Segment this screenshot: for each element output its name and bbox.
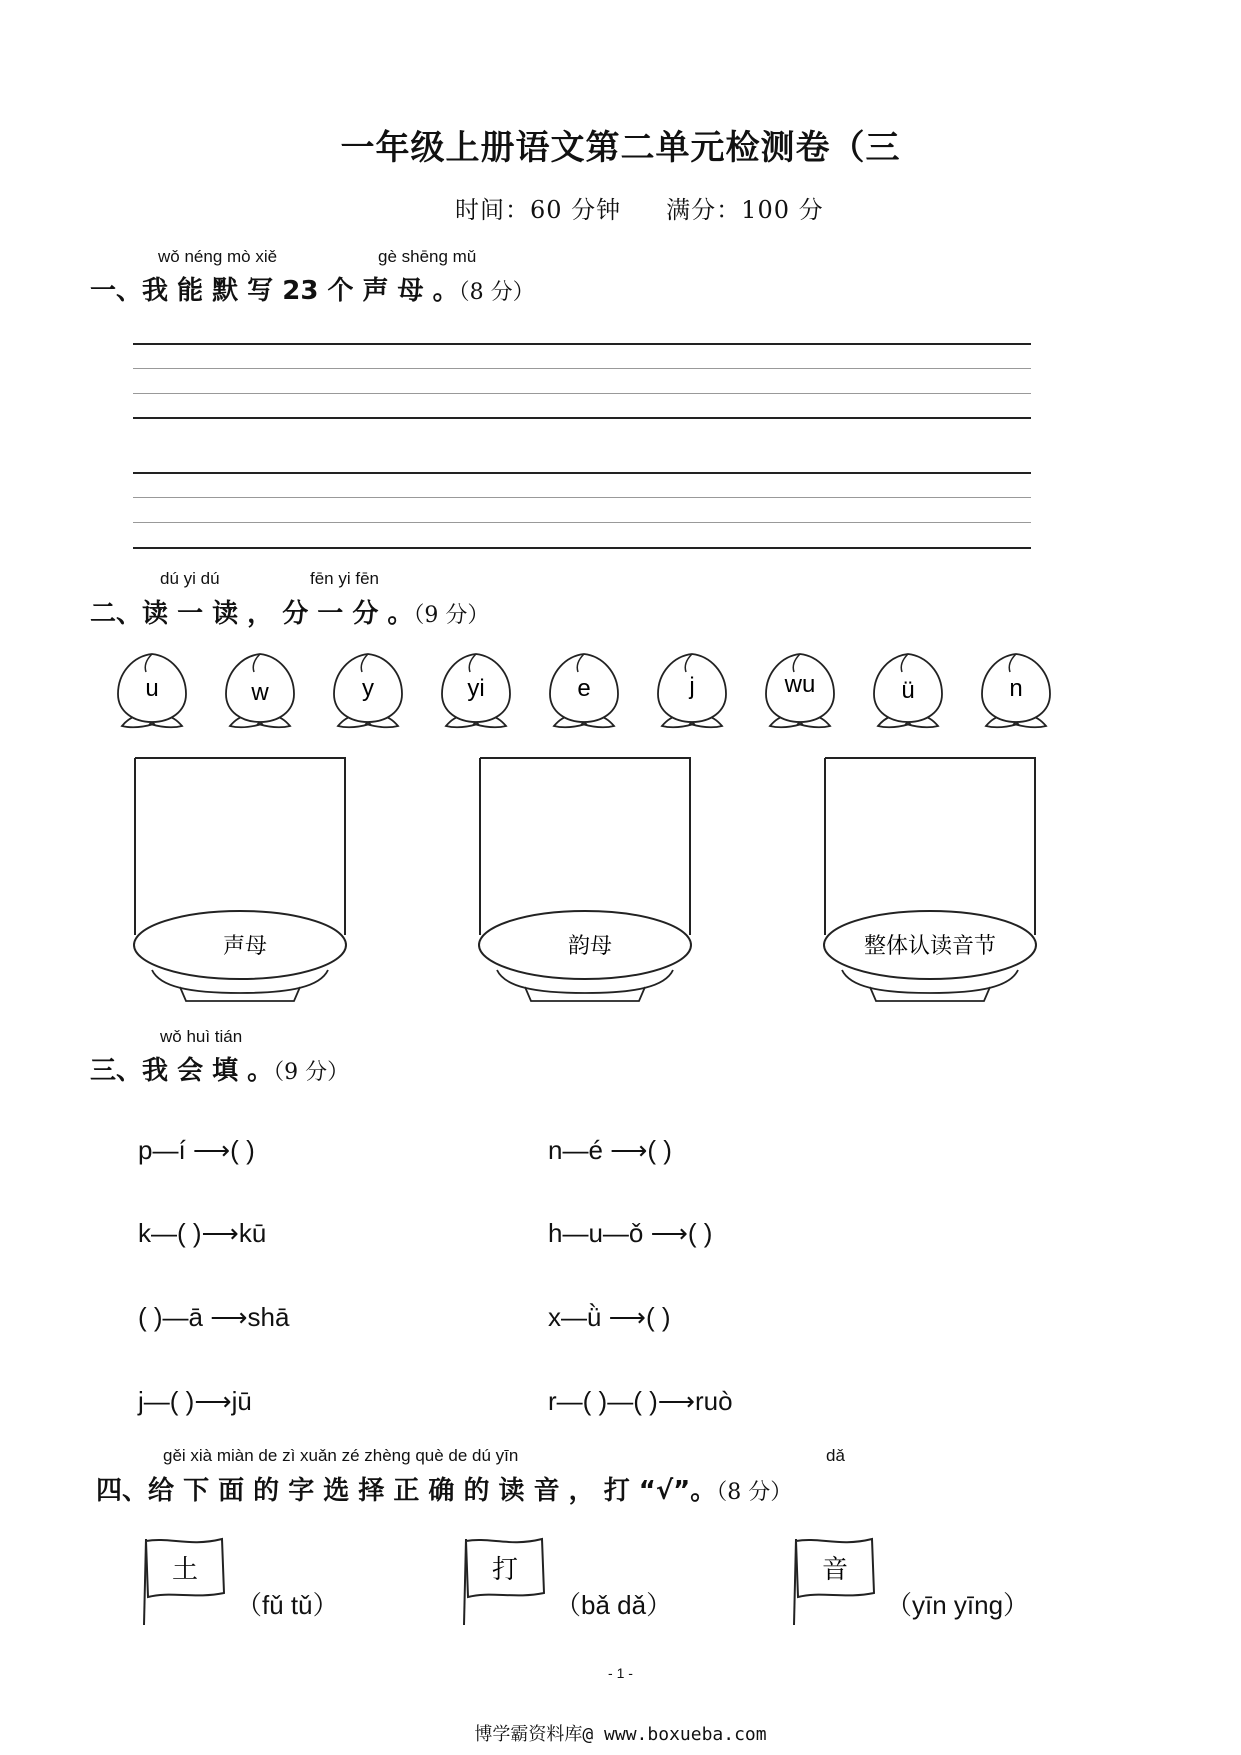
- section1-heading: [90, 270, 535, 307]
- section4-text: 给 下 面 的 字 选 择 正 确 的 读 音 ， 打 “√”。: [148, 1476, 717, 1506]
- section1-pinyin-a: wǒ néng mò xiě: [158, 247, 278, 266]
- section2-pinyin-b: fēn yi fēn: [310, 569, 379, 588]
- fill-left-4[interactable]: j—( )⟶jū: [138, 1386, 252, 1416]
- bowl[interactable]: [134, 758, 346, 1001]
- section3-number: 三、: [90, 1056, 143, 1086]
- exam-meta: [455, 190, 869, 225]
- section4-heading: [96, 1470, 792, 1507]
- bowl-label: 韵母: [567, 934, 613, 959]
- fruit[interactable]: [334, 654, 402, 727]
- fill-left-3[interactable]: ( )—ā ⟶shā: [138, 1302, 290, 1332]
- section2-number: 二、: [90, 599, 143, 629]
- bowl-label: 整体认读音节: [863, 934, 997, 959]
- fruit-label: ü: [901, 677, 915, 704]
- section3-pinyin: wǒ huì tián: [160, 1027, 243, 1046]
- flag: [464, 1539, 544, 1625]
- flag-char: 打: [491, 1555, 519, 1585]
- fill-right-2[interactable]: h—u—ǒ ⟶( ): [548, 1218, 713, 1248]
- flag-options-3[interactable]: （yīn yīng）: [886, 1590, 1030, 1620]
- flag-char: 音: [821, 1555, 849, 1585]
- fruit[interactable]: [658, 654, 726, 727]
- fill-right-4[interactable]: r—( )—( )⟶ruò: [548, 1386, 733, 1416]
- fruit-label: j: [689, 673, 695, 700]
- fruit[interactable]: [226, 654, 294, 727]
- fruit[interactable]: [118, 654, 186, 727]
- section4-score: （8 分）: [716, 1480, 793, 1505]
- page-title: 一年级上册语文第二单元检测卷（三: [340, 128, 901, 168]
- page-number: - 1 -: [608, 1665, 633, 1681]
- flag-options-2[interactable]: （bǎ dǎ）: [555, 1590, 673, 1620]
- fruit-label: y: [362, 675, 374, 702]
- fruit-label: yi: [467, 675, 485, 702]
- fill-right-1[interactable]: n—é ⟶( ): [548, 1135, 672, 1165]
- flag: [794, 1539, 874, 1625]
- section3-text: 我 会 填 。: [142, 1056, 274, 1086]
- section1-text: 我 能 默 写 23 个 声 母 。: [142, 276, 459, 306]
- fruit[interactable]: [442, 654, 510, 727]
- bowls: [130, 755, 1060, 1015]
- fruit[interactable]: [874, 654, 942, 727]
- fruit-label: w: [251, 679, 269, 706]
- bowl[interactable]: [824, 758, 1036, 1001]
- section1-score: （8 分）: [458, 280, 535, 305]
- time-limit: 时间：60 分钟: [455, 196, 622, 224]
- full-score: 满分：100 分: [666, 196, 824, 224]
- fruit-label: u: [145, 675, 159, 702]
- fill-left-2[interactable]: k—( )⟶kū: [138, 1218, 267, 1248]
- footer-source: 博学霸资料库@ www.boxueba.com: [474, 1724, 767, 1745]
- flag-options-1[interactable]: （fǔ tǔ）: [236, 1590, 339, 1620]
- fruit[interactable]: [550, 654, 618, 727]
- section2-score: （9 分）: [413, 603, 490, 628]
- bowl-label: 声母: [222, 934, 268, 959]
- fruit[interactable]: [982, 654, 1050, 727]
- fill-left-1[interactable]: p—í ⟶( ): [138, 1135, 255, 1165]
- section4-number: 四、: [96, 1476, 149, 1506]
- section2-heading: [90, 593, 489, 630]
- flag: [144, 1539, 224, 1625]
- section2-pinyin-a: dú yi dú: [160, 569, 220, 588]
- fruit-row: [110, 648, 1070, 748]
- section3-score: （9 分）: [273, 1060, 350, 1085]
- section3-heading: [90, 1050, 349, 1087]
- fruit-label: e: [577, 675, 591, 702]
- section4-pinyin-a: gěi xià miàn de zì xuǎn zé zhèng què de dú yīn: [163, 1446, 519, 1465]
- flag-char: 土: [171, 1555, 199, 1585]
- section4-pinyin-b: dǎ: [826, 1446, 845, 1465]
- section2-text: 读 一 读 ， 分 一 分 。: [142, 599, 414, 629]
- section1-number: 一、: [90, 276, 143, 306]
- fruit[interactable]: [766, 654, 834, 727]
- bowl[interactable]: [479, 758, 691, 1001]
- fill-right-3[interactable]: x—ǜ ⟶( ): [548, 1302, 671, 1332]
- section1-pinyin-b: gè shēng mǔ: [378, 247, 477, 266]
- fruit-label: wu: [784, 671, 816, 698]
- fruit-label: n: [1009, 675, 1023, 702]
